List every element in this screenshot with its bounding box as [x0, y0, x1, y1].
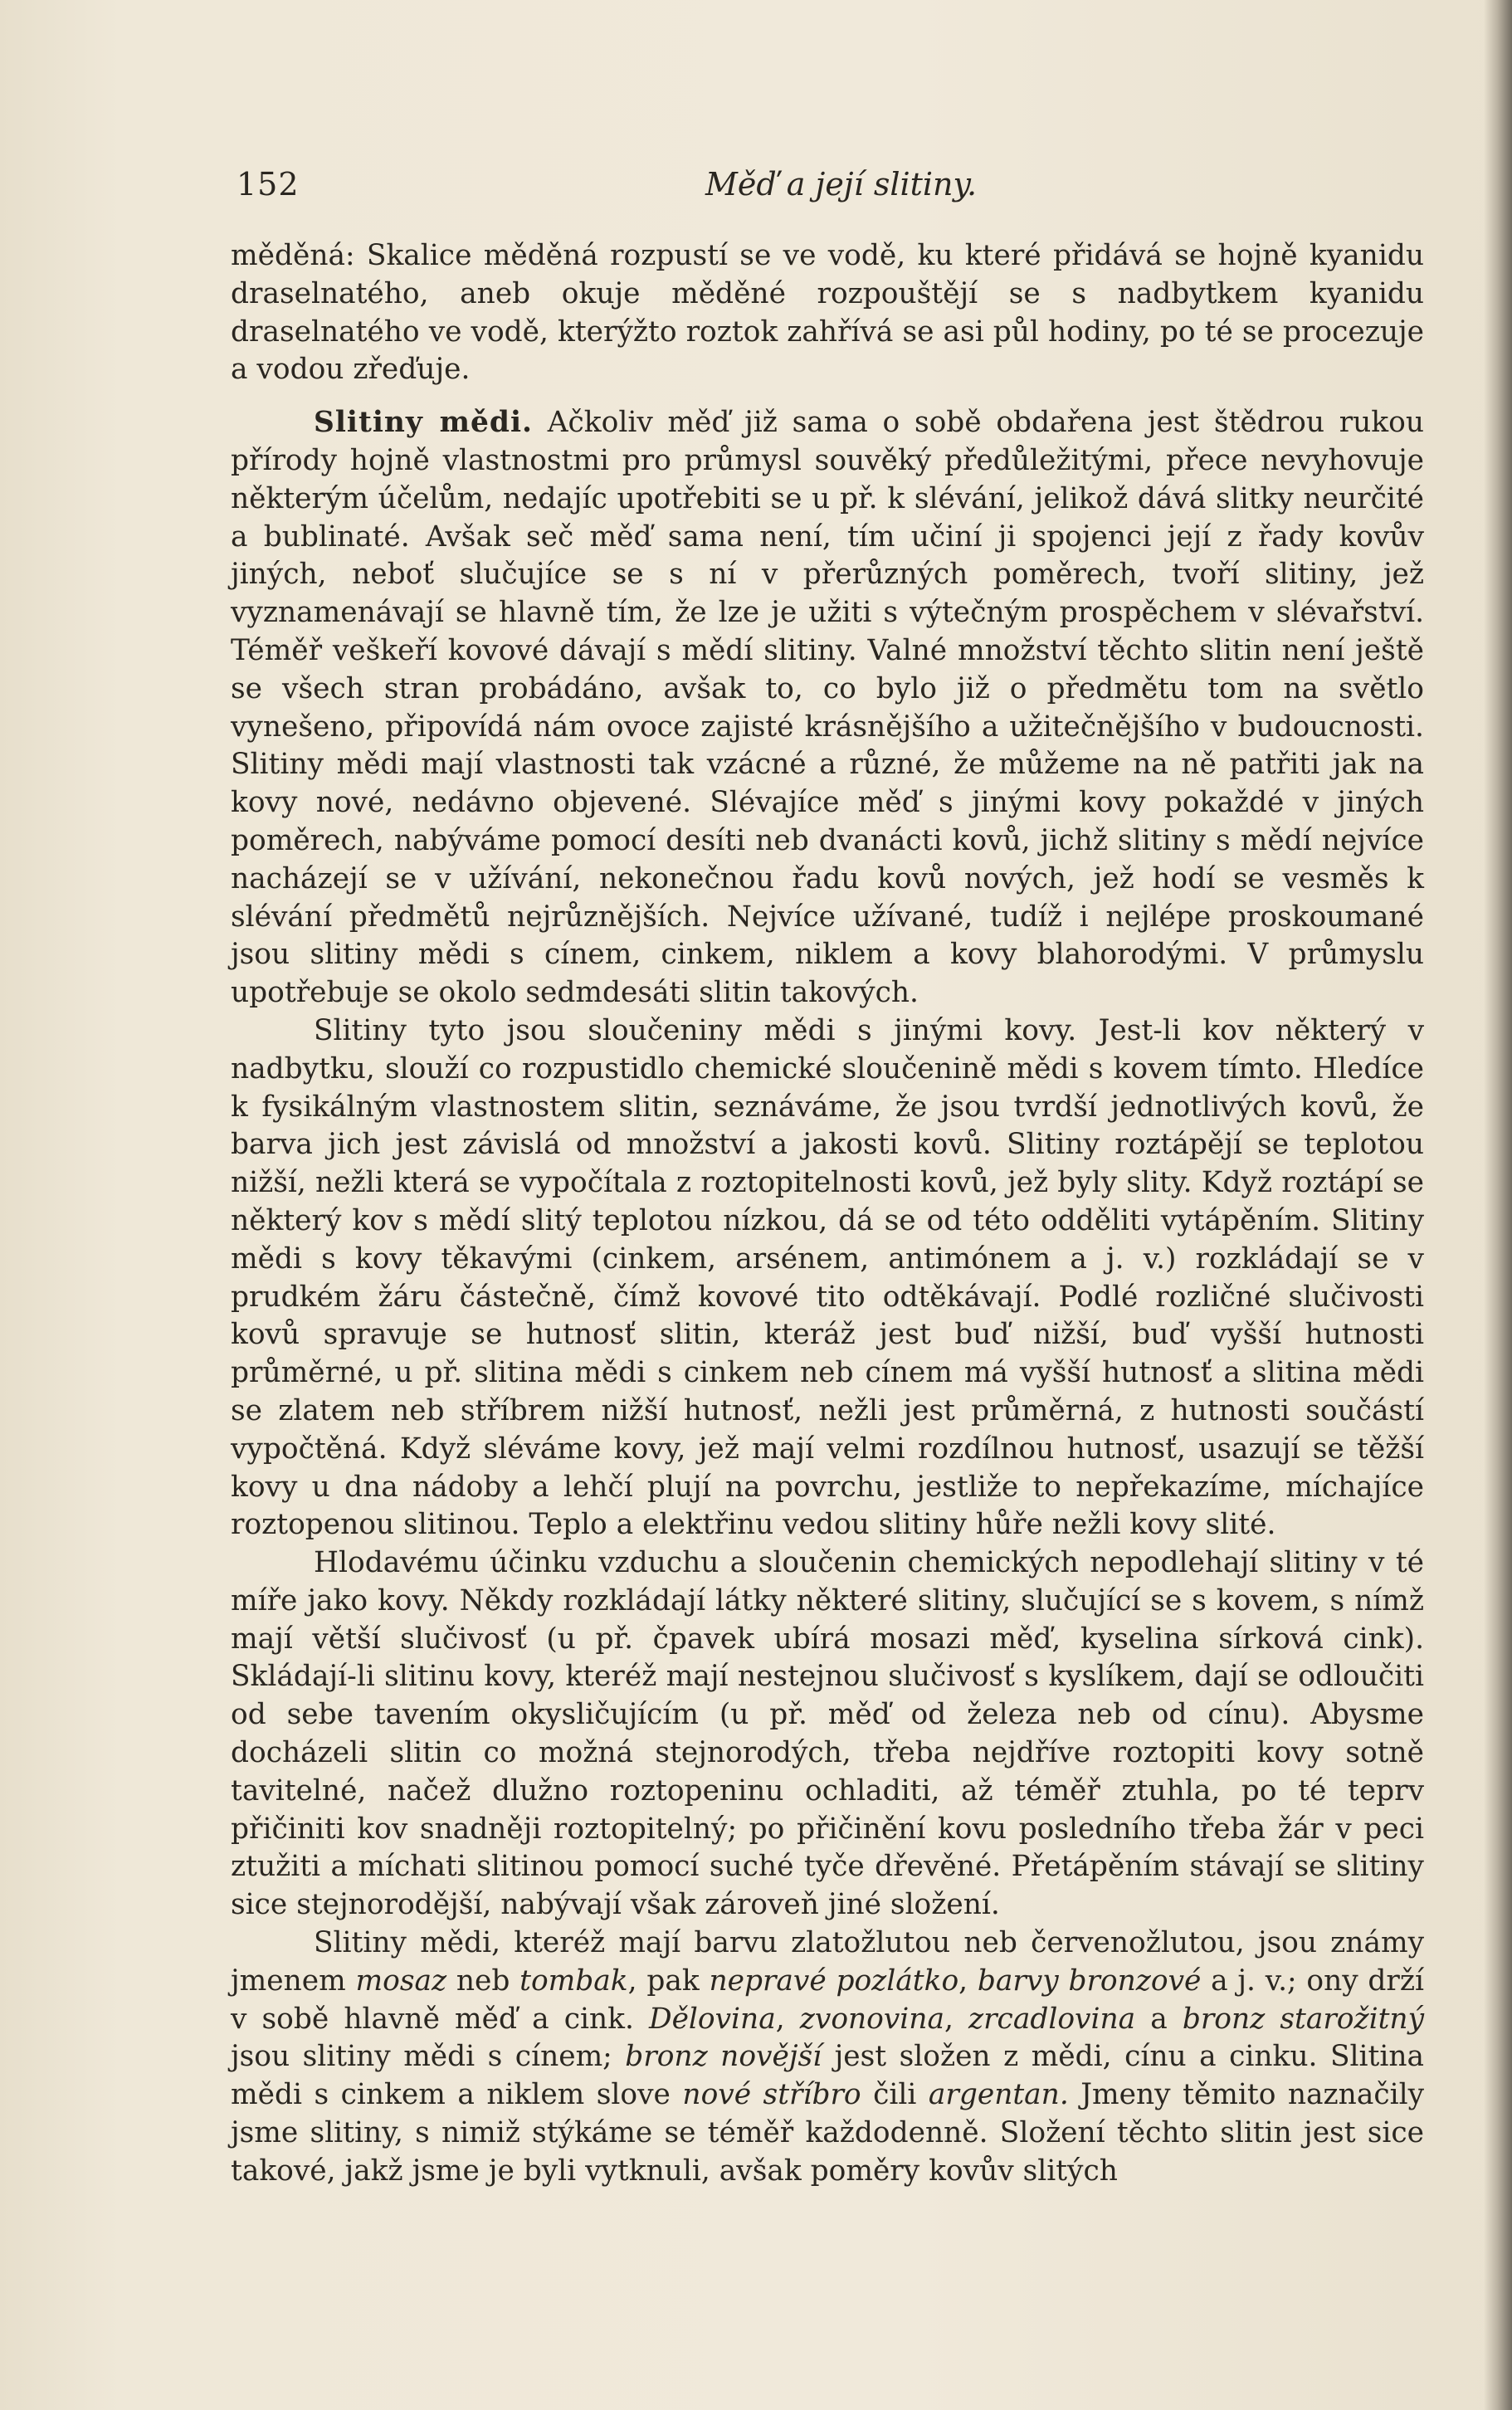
paragraph-1-text: měděná: Skalice měděná rozpustí se ve vodě, ku které přidává se hojně kyanidu draselnatého, aneb okuje měděné rozpouštějí se s nadbytkem kyanidu draselnatého ve vodě, kterýžto roztok zahřívá se asi půl hodiny, po té se procezuje a vodou zřeďuje. [231, 239, 1424, 387]
paragraph-2 [231, 404, 1424, 1012]
body-text [231, 237, 1424, 2191]
p5-segment: jest složen z mědi, cínu a cinku. Slitina mědi s cinkem a niklem slove [231, 2040, 1424, 2112]
term-zrcadlovina: zrcadlovina [968, 2002, 1136, 2036]
paragraph-3-text: Slitiny tyto jsou sloučeniny mědi s jinými kovy. Jest-li kov některý v nadbytku, slouží co rozpustidlo chemické sloučenině mědi s kovem tímto. Hledíce k fysikálným vlastnostem slitin, seznáváme, že jsou tvrdší jednotlivých kovů, že barva jich jest závislá od množství a jakosti kovů. Slitiny roztápějí se teplotou nižší, nežli která se vypočítala z roztopitelnosti kovů, jež byly slity. Když roztápí se některý kov s mědí slitý teplotou nízkou, dá se od této odděliti vytápěním. Slitiny mědi s kovy těkavými (cinkem, arsénem, antimónem a j. v.) rozkládají se v prudkém žáru částečně, čímž kovové tito odtěkávají. Podlé rozličné slučivosti kovů spravuje se hutnosť slitin, kteráž jest buď nižší, buď vyšší hutnosti průměrné, u př. slitina mědi s cinkem neb cínem má vyšší hutnosť a slitina mědi se zlatem neb stříbrem nižší hutnosť, nežli jest průměrná, z hutnosti součástí vypočtěná. Když sléváme kovy, jež mají velmi rozdílnou hutnosť, usazují se těžší kovy u dna nádoby a lehčí plují na povrchu, jestliže to nepřekazíme, míchajíce roztopenou slitinou. Teplo a elektřinu vedou slitiny hůře nežli kovy slité. [231, 1013, 1424, 1542]
term-bronz-starozitny: bronz starožitný [1182, 2002, 1425, 2036]
p5-segment: , pak [627, 1964, 710, 1998]
paragraph-2-text: Ačkoliv měď již sama o sobě obdařena jest štědrou rukou přírody hojně vlastnostmi pro průmysl souvěký předůležitými, přece nevyhovuje některým účelům, nedajíc upotřebiti se u př. k slévání, jelikož dává slitky neurčité a bublinaté. Avšak seč měď sama není, tím učiní ji spojenci její z řady kovův jiných, neboť slučujíce se s ní v přerůzných poměrech, tvoří slitiny, jež vyznamenávají se hlavně tím, že lze je užiti s výtečným prospěchem v slévařství. Téměř veškeří kovové dávají s mědí slitiny. Valné množství těchto slitin není ještě se všech stran probádáno, avšak to, co bylo již o předmětu tom na světlo vynešeno, připovídá nám ovoce zajisté krásnějšího a užitečnějšího v budoucnosti. Slitiny mědi mají vlastnosti tak vzácné a různé, že můžeme na ně patřiti jak na kovy nové, nedávno objevené. Slévajíce měď s jinými kovy pokaždé v jiných poměrech, nabýváme pomocí desíti neb dvanácti kovů, jichž slitiny s mědí nejvíce nacházejí se v užívání, nekonečnou řadu kovů nových, jež hodí se vesměs k slévání předmětů nejrůznějších. Nejvíce užívané, tudíž i nejlépe proskoumané jsou slitiny mědi s cínem, cinkem, niklem a kovy blahorodými. V průmyslu upotřebuje se okolo sedmdesáti slitin takových. [231, 406, 1424, 1010]
p5-segment: , [944, 2002, 968, 2036]
p5-segment: Slitiny mědi, kteréž mají barvu zlatožlutou neb červenožlutou, jsou známy jmenem [231, 1926, 1424, 1998]
term-zvonovina: zvonovina [799, 2002, 944, 2036]
running-title: Měď a její slitiny. [705, 166, 978, 202]
p5-segment: čili [861, 2078, 929, 2112]
term-mosaz: mosaz [355, 1964, 447, 1998]
p5-segment: , [775, 2002, 800, 2036]
p5-segment: a j. v.; ony drží v sobě hlavně měď a cink. [231, 1964, 1424, 2036]
term-barvy-bronzove: barvy bronzové [977, 1964, 1202, 1998]
section-heading: Slitiny mědi. [314, 406, 533, 440]
page-number: 152 [237, 166, 300, 202]
paragraph-1 [231, 237, 1424, 389]
page-edge-shadow [1484, 0, 1512, 2410]
p5-segment: neb [446, 1964, 520, 1998]
paragraph-5 [231, 1925, 1424, 2191]
term-nove-stribro: nové stříbro [682, 2078, 861, 2112]
p5-segment: jsou slitiny mědi s cínem; [231, 2040, 626, 2074]
term-neprave-pozlatko: nepravé pozlátko [709, 1964, 959, 1998]
paragraph-4-text: Hlodavému účinku vzduchu a sloučenin chemických nepodlehají slitiny v té míře jako kovy. Někdy rozkládají látky některé slitiny, slučující se s kovem, s nímž mají větší slučivosť (u př. čpavek ubírá mosazi měď, kyselina sírková cink). Skládají-li slitinu kovy, kteréž mají nestejnou slučivosť s kyslíkem, dají se odloučiti od sebe tavením okysličujícím (u př. měď od železa neb od cínu). Abysme docházeli slitin co možná stejnorodých, třeba nejdříve roztopiti kovy sotně tavitelné, načež dlužno roztopeninu ochladiti, až téměř ztuhla, po té teprv přičiniti kov snadněji roztopitelný; po přičinění kovu posledního třeba žár v peci ztužiti a míchati slitinou pomocí suché tyče dřevěné. Přetápěním stávají se slitiny sice stejnorodější, nabývají však zároveň jiné složení. [231, 1546, 1424, 1922]
p5-segment: Jmeny těmito naznačily jsme slitiny, s nimiž stýkáme se téměř každodenně. Složení těchto slitin jest sice takové, jakž jsme je byli vytknuli, avšak poměry kovův slitých [231, 2078, 1425, 2188]
p5-segment: a [1135, 2002, 1183, 2036]
term-delovina: Dělovina [649, 2002, 776, 2036]
term-bronz-novejsi: bronz novější [625, 2040, 822, 2074]
term-tombak: tombak [519, 1964, 628, 1998]
term-argentan: argentan. [928, 2078, 1069, 2112]
paragraph-4 [231, 1544, 1424, 1925]
page-header [237, 166, 1440, 212]
paragraph-3 [231, 1012, 1424, 1544]
p5-segment: , [958, 1964, 978, 1998]
